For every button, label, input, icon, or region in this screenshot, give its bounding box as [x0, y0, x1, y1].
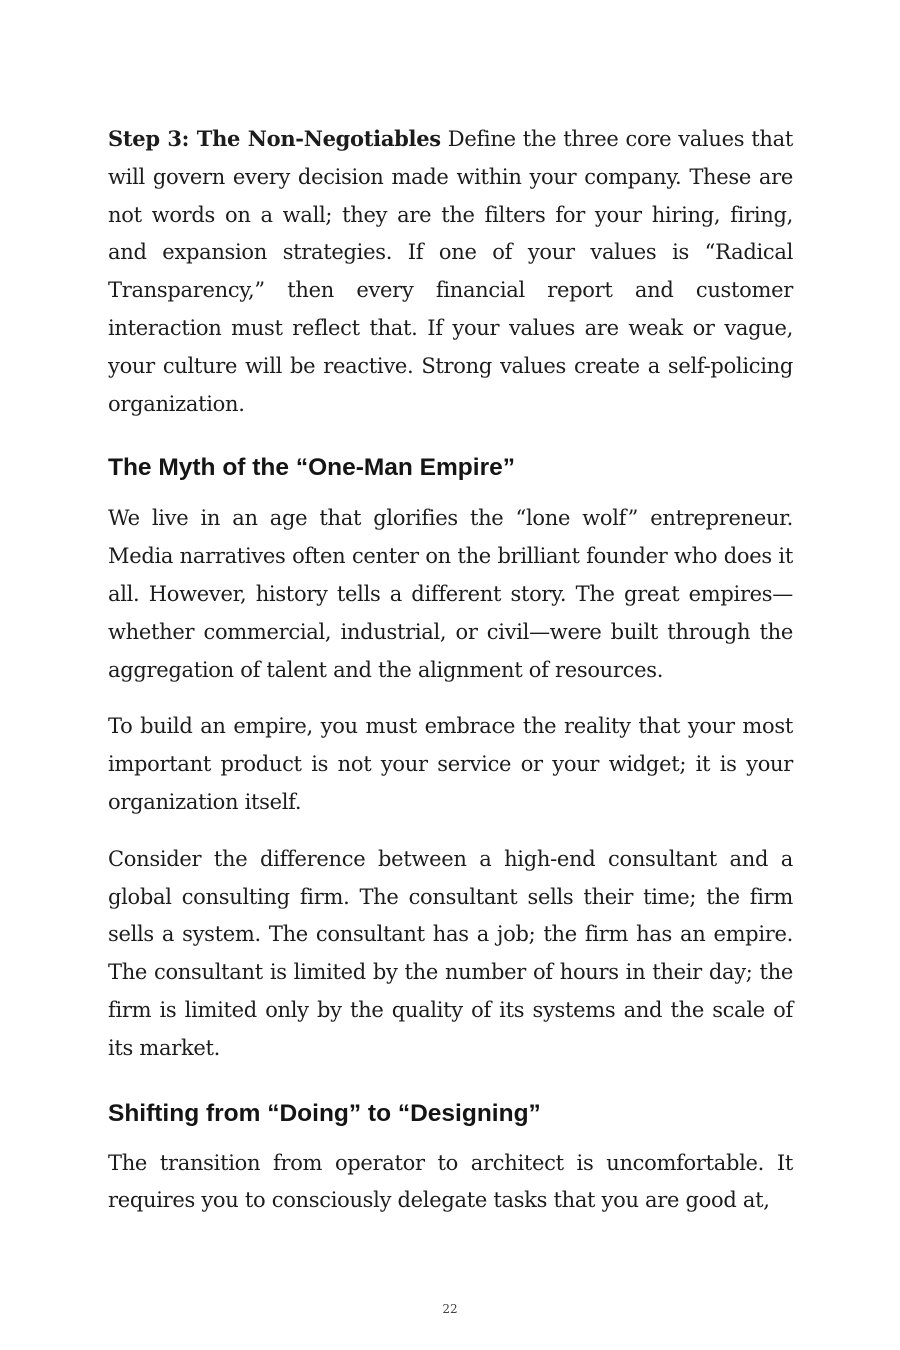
paragraph: To build an empire, you must embrace the reality that your most important product is not your service or your widget; it is your organization itself. — [108, 714, 793, 814]
section-heading-myth: The Myth of the “One-Man Empire” — [108, 454, 515, 482]
paragraph: The transition from operator to architect is uncomfortable. It requires you to consciously delegate tasks that you are good at, — [108, 1150, 793, 1213]
page-content — [108, 120, 793, 1220]
page-number: 22 — [442, 1302, 458, 1316]
paragraph: We live in an age that glorifies the “lone wolf” entrepreneur. Media narratives often center on the brilliant founder who does it all. However, history tells a different story. The great empires—whether commercial, industrial, or civil—were built through the aggregation of talent and the alignment of resources. — [108, 506, 793, 682]
step-paragraph — [108, 120, 793, 423]
step-label: Step 3: The Non-Negotiables — [108, 126, 441, 151]
section-heading-shifting: Shifting from “Doing” to “Designing” — [108, 1099, 541, 1127]
step-text: Define the three core values that will govern every decision made within your company. These are not words on a wall; they are the filters for your hiring, firing, and expansion strategies. If one of your values is “Radical Transparency,” then every financial report and customer interaction must reflect that. If your values are weak or vague, your culture will be reactive. Strong values create a self-policing organization. — [108, 127, 793, 416]
paragraph: Consider the difference between a high-end consultant and a global consulting firm. The consultant sells their time; the firm sells a system. The consultant has a job; the firm has an empire. The consultant is limited by the number of hours in their day; the firm is limited only by the quality of its systems and the scale of its market. — [108, 846, 793, 1060]
